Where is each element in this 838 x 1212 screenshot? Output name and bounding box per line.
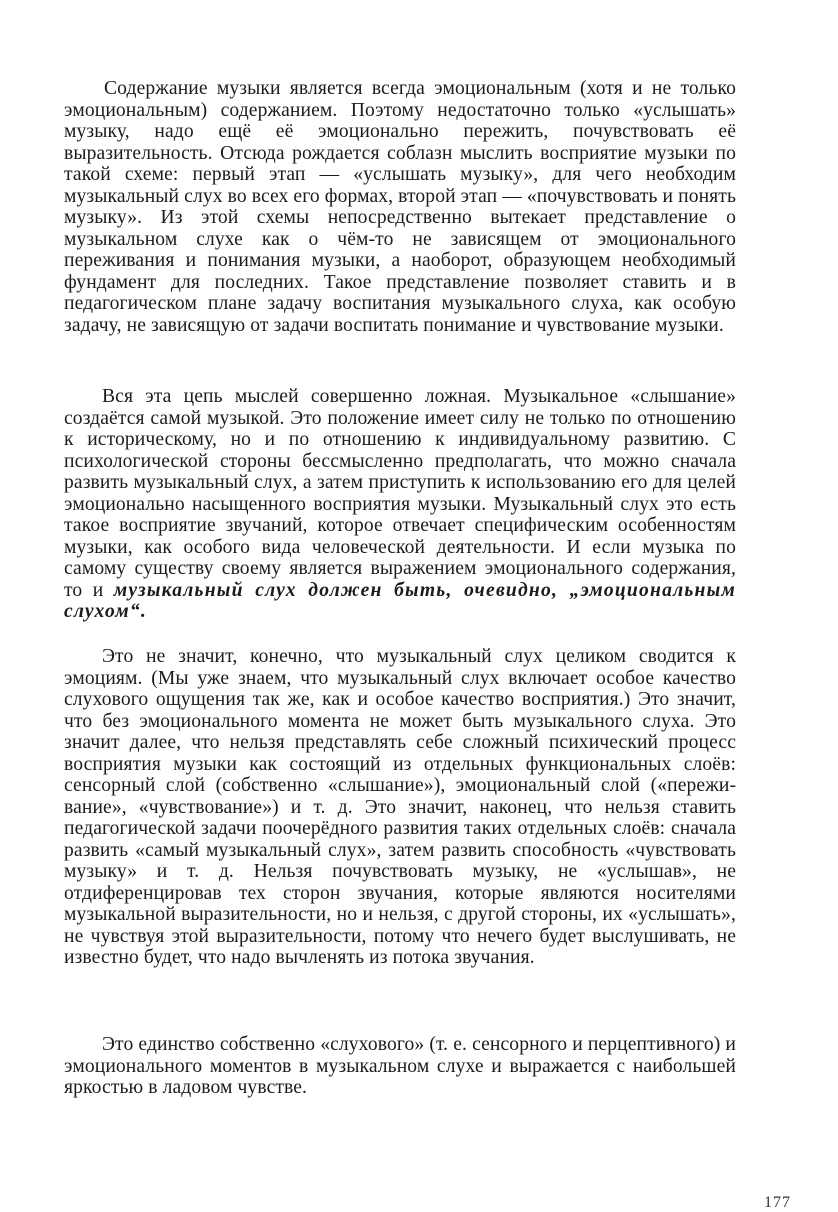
paragraph-4-text: Это единство собственно «слухового» (т. е. сенсорного и перцептивного) и эмоционального моментов в музыкальном слухе и выражается с наибольшей яркостью в ладовом чувстве. bbox=[64, 1034, 736, 1098]
paragraph-2-emphasis: музыкальный слух должен быть, очевидно, „эмоциональным слухом“. bbox=[64, 579, 736, 622]
paragraph-2-text: Вся эта цепь мыслей совершенно ложная. Музыкальное «слышание» создаётся самой музыкой. Это положение имеет силу не только по отношению к историческому, но и по отношению к индивидуальному развитию. С психологической стороны бессмысленно предполагать, что можно сначала развить музыкальный слух, а затем приступить к использованию его для целей эмоционально насыщенного восприятия музыки. Музыкальный слух это есть такое восприятие звучаний, которое отвечает специфическим особенностям музыки, как особого вида человеческой деятельности. И если музыка по самому существу своему является выражением эмоционального содержания, то и bbox=[64, 386, 736, 601]
page-number: 177 bbox=[764, 1194, 791, 1211]
paragraph-1 bbox=[64, 78, 736, 336]
paragraph-2 bbox=[64, 386, 736, 623]
paragraph-1-text: Содержание музыки является всегда эмоциональным (хотя и не только эмоциональным) содержанием. Поэтому недостаточно только «услышать» музыку, надо ещё её эмоционально пережить, почувствовать её выразительность. Отсюда рождается соблазн мыслить восприятие музыки по такой схеме: первый этап — «услышать музыку», для чего необходим музыкальный слух во всех его формах, второй этап — «почувствовать и понять музыку». Из этой схемы непосредственно вытекает представление о музыкальном слухе как о чём-то не зависящем от эмоционального переживания и понимания музыки, а наоборот, образующем необходимый фундамент для последних. Такое представление позволяет ставить и в педагогическом плане задачу воспитания музыкального слуха, как особую задачу, не зависящую от задачи воспитать понимание и чувствование музыки. bbox=[64, 78, 736, 336]
paragraph-3 bbox=[64, 646, 736, 969]
paragraph-4 bbox=[64, 1034, 736, 1099]
paragraph-3-text: Это не значит, конечно, что музыкальный слух целиком сводится к эмоциям. (Мы уже знаем, что музыкальный слух включает особое качество слухового ощущения так же, как и особое качество восприятия.) Это значит, что без эмоционального момента не может быть музыкального слуха. Это значит далее, что нельзя представлять себе сложный психический процесс восприятия музыки как состоящий из отдельных функциональных слоёв: сенсорный слой (собственно «слышание»), эмоциональный слой («переживание», «чувствование») и т. д. Это значит, наконец, что нельзя ставить педагогической задачи поочерёдного развития таких отдельных слоёв: сначала развить «самый музыкальный слух», затем развить способность «чувствовать музыку» и т. д. Нельзя почувствовать музыку, не «услышав», не отдиференцировав тех сторон звучания, которые являются носителями музыкальной выразительности, но и нельзя, с другой стороны, их «услышать», не чувствуя этой выразительности, потому что нечего будет выслушивать, не известно будет, что надо вычленять из потока звучания. bbox=[64, 646, 736, 968]
document-page bbox=[64, 78, 791, 1211]
